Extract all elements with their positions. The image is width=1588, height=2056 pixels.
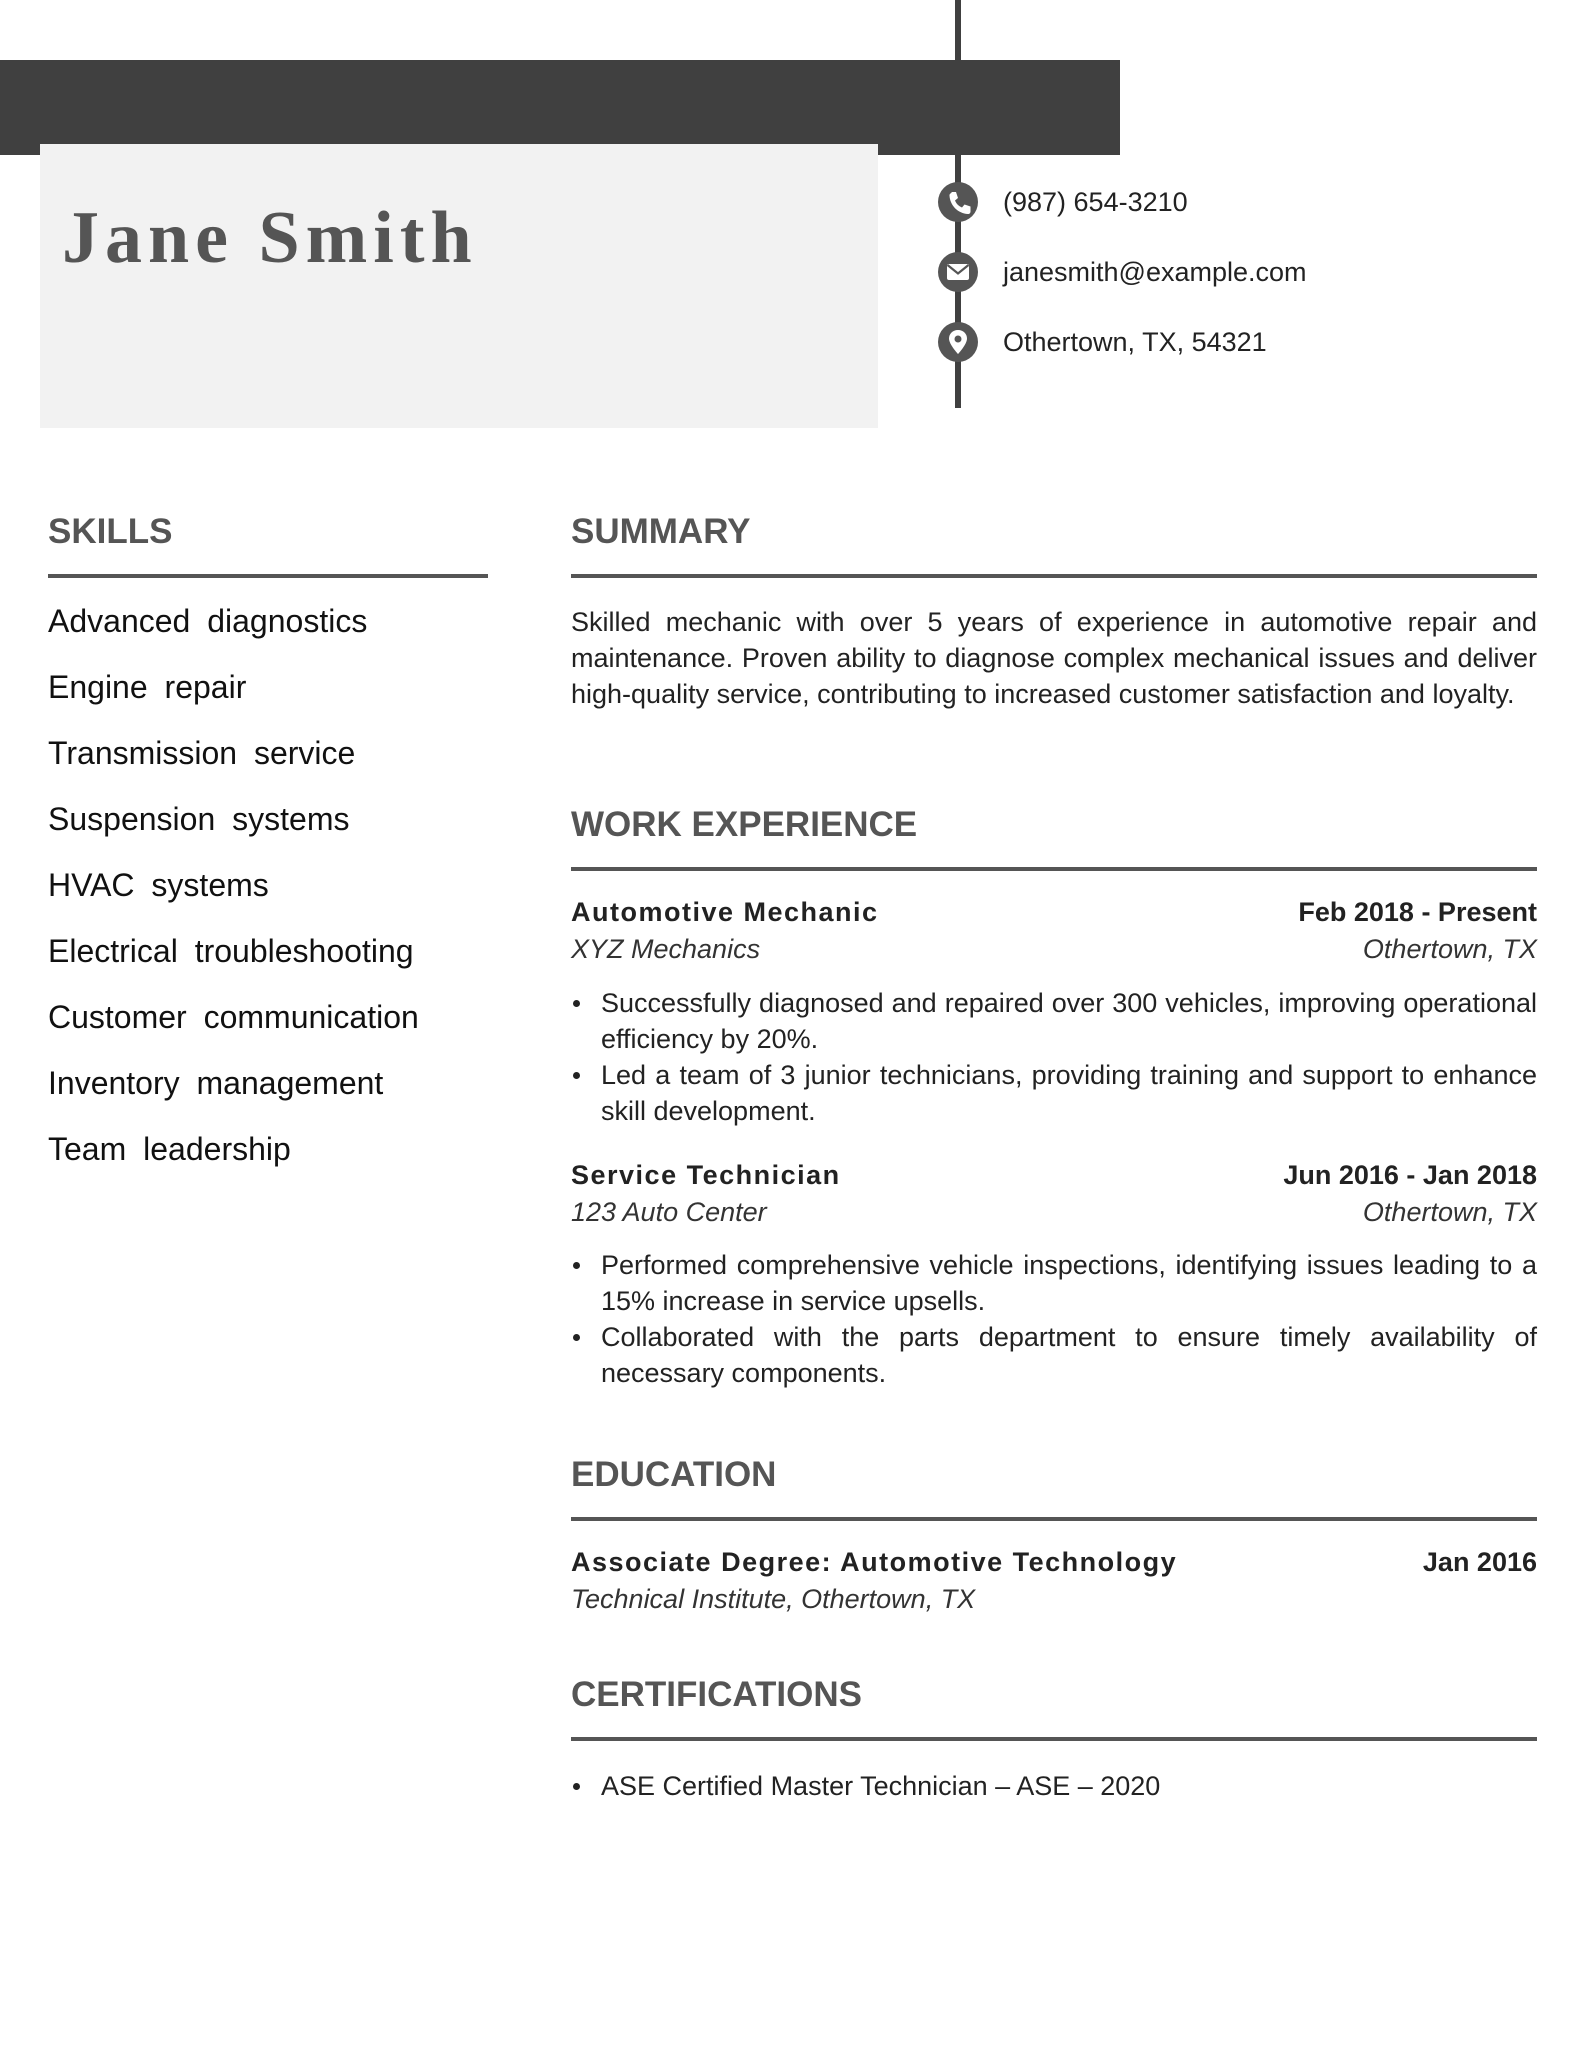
skill-item: Team leadership	[48, 1131, 291, 1167]
job-bullet: Led a team of 3 junior technicians, providing training and support to enhance skill development.	[571, 1057, 1537, 1129]
job-subheader	[571, 1197, 1537, 1233]
job-title: Automotive Mechanic	[571, 897, 879, 927]
email-text[interactable]: janesmith@example.com	[1003, 256, 1307, 287]
location-icon	[937, 321, 979, 363]
degree-date: Jan 2016	[1422, 1547, 1537, 1577]
email-icon	[937, 251, 979, 293]
summary-heading: SUMMARY	[571, 512, 751, 551]
contact-phone	[937, 181, 1188, 223]
skill-item: Inventory management	[48, 1065, 384, 1101]
contact-location	[937, 321, 1267, 363]
education-heading: EDUCATION	[571, 1455, 777, 1494]
job-bullet: Performed comprehensive vehicle inspections, identifying issues leading to a 15% increase in service upsells.	[571, 1247, 1537, 1319]
header-bar	[0, 60, 1120, 155]
job-company: 123 Auto Center	[571, 1197, 767, 1227]
skills-heading: SKILLS	[48, 512, 173, 551]
skill-item: Engine repair	[48, 669, 247, 705]
skills-divider	[48, 574, 488, 578]
job-bullets	[571, 985, 1537, 1129]
degree-title: Associate Degree: Automotive Technology	[571, 1547, 1178, 1577]
education-subheader	[571, 1584, 1537, 1620]
certification-item: ASE Certified Master Technician – ASE – 2020	[571, 1768, 1537, 1804]
experience-heading: WORK EXPERIENCE	[571, 805, 918, 844]
job-subheader	[571, 934, 1537, 970]
education-divider	[571, 1517, 1537, 1521]
certifications-list	[571, 1768, 1537, 1804]
job-bullets	[571, 1247, 1537, 1391]
skill-item: HVAC systems	[48, 867, 269, 903]
job-dates: Jun 2016 - Jan 2018	[1283, 1160, 1537, 1190]
skill-item: Suspension systems	[48, 801, 350, 837]
summary-text: Skilled mechanic with over 5 years of experience in automotive repair and maintenance. Proven ability to diagnose complex mechanical issues and deliver high-quality service, contributing to increased customer satisfaction and loyalty.	[571, 607, 1537, 709]
job-company: XYZ Mechanics	[571, 934, 761, 964]
certifications-divider	[571, 1737, 1537, 1741]
school-name: Technical Institute, Othertown, TX	[571, 1584, 976, 1614]
skill-item: Advanced diagnostics	[48, 603, 368, 639]
skill-item: Electrical troubleshooting	[48, 933, 414, 969]
phone-text[interactable]: (987) 654-3210	[1003, 186, 1188, 217]
summary-divider	[571, 574, 1537, 578]
skill-item: Customer communication	[48, 999, 419, 1035]
job-bullet: Collaborated with the parts department to ensure timely availability of necessary components.	[571, 1319, 1537, 1391]
name-panel	[40, 144, 878, 428]
job-location: Othertown, TX	[1362, 1197, 1537, 1227]
job-dates: Feb 2018 - Present	[1298, 897, 1537, 927]
skill-item: Transmission service	[48, 735, 356, 771]
job-header	[571, 897, 1537, 933]
candidate-name: Jane Smith	[62, 197, 478, 279]
job-location: Othertown, TX	[1362, 934, 1537, 964]
contact-email	[937, 251, 1307, 293]
job-title: Service Technician	[571, 1160, 841, 1190]
job-bullet: Successfully diagnosed and repaired over 300 vehicles, improving operational efficiency by 20%.	[571, 985, 1537, 1057]
education-header	[571, 1547, 1537, 1583]
skills-list	[48, 598, 488, 1192]
phone-icon	[937, 181, 979, 223]
certifications-heading: CERTIFICATIONS	[571, 1675, 863, 1714]
location-text: Othertown, TX, 54321	[1003, 326, 1267, 357]
job-header	[571, 1160, 1537, 1196]
experience-divider	[571, 867, 1537, 871]
